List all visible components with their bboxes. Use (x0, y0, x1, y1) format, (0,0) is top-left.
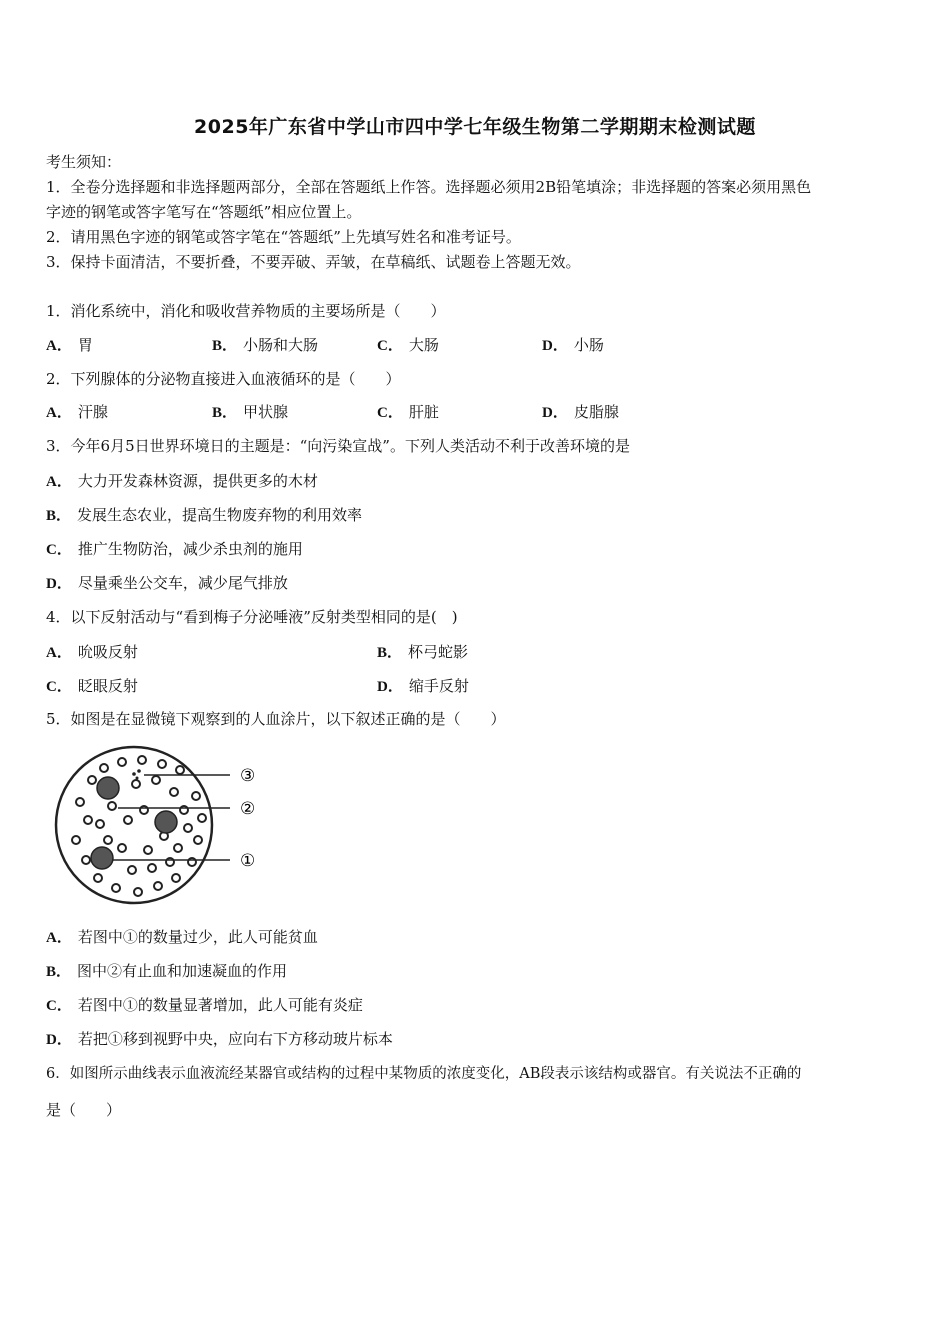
q2-option-b: B． 甲状腺 (212, 403, 289, 421)
q3-option-b: B． 发展生态农业，提高生物废弃物的利用效率 (46, 506, 363, 524)
blood-smear-figure (52, 740, 262, 910)
q3-option-a: A． 大力开发森林资源，提供更多的木材 (46, 472, 318, 490)
label-3: ③ (240, 766, 256, 786)
question-6-stem-cont: 是（ ） (46, 1101, 122, 1119)
notice-heading: 考生须知： (46, 153, 122, 171)
q5-option-d: D． 若把①移到视野中央，应向右下方移动玻片标本 (46, 1030, 393, 1048)
q5-option-c: C． 若图中①的数量显著增加，此人可能有炎症 (46, 996, 363, 1014)
label-1: ① (240, 851, 256, 871)
q1-option-a: A． 胃 (46, 336, 93, 354)
q5-option-a: A． 若图中①的数量过少，此人可能贫血 (46, 928, 318, 946)
notice-item: 1．全卷分选择题和非选择题两部分，全部在答题纸上作答。选择题必须用2B铅笔填涂；非选择题的答案必须用黑色 (46, 178, 812, 196)
question-6-stem: 6．如图所示曲线表示血液流经某器官或结构的过程中某物质的浓度变化，AB段表示该结构或器官。有关说法不正确的 (46, 1066, 802, 1082)
q1-option-b: B． 小肠和大肠 (212, 336, 319, 354)
question-2-stem: 2．下列腺体的分泌物直接进入血液循环的是（ ） (46, 370, 401, 388)
q4-option-d: D． 缩手反射 (377, 677, 469, 695)
label-2: ② (240, 799, 256, 819)
q5-option-b: B． 图中②有止血和加速凝血的作用 (46, 962, 288, 980)
q2-option-a: A． 汗腺 (46, 403, 108, 421)
question-3-stem: 3．今年6月5日世界环境日的主题是：“向污染宣战”。下列人类活动不利于改善环境的是 (46, 437, 630, 455)
q2-option-d: D． 皮脂腺 (542, 403, 619, 421)
question-4-stem: 4．以下反射活动与“看到梅子分泌唾液”反射类型相同的是( ) (46, 608, 458, 626)
notice-item: 3．保持卡面清洁，不要折叠，不要弄破、弄皱，在草稿纸、试题卷上答题无效。 (46, 253, 581, 271)
q2-option-c: C． 肝脏 (377, 403, 439, 421)
question-5-stem: 5．如图是在显微镜下观察到的人血涂片，以下叙述正确的是（ ） (46, 710, 506, 728)
q4-option-a: A． 吮吸反射 (46, 643, 138, 661)
notice-item: 2．请用黑色字迹的钢笔或答字笔在“答题纸”上先填写姓名和准考证号。 (46, 228, 521, 246)
q3-option-c: C． 推广生物防治，减少杀虫剂的施用 (46, 540, 303, 558)
q4-option-b: B． 杯弓蛇影 (377, 643, 469, 661)
page-title: 2025年广东省中学山市四中学七年级生物第二学期期末检测试题 (194, 116, 756, 138)
q1-option-c: C． 大肠 (377, 336, 439, 354)
notice-item: 字迹的钢笔或答字笔写在“答题纸”相应位置上。 (46, 203, 362, 221)
question-1-stem: 1．消化系统中，消化和吸收营养物质的主要场所是（ ） (46, 302, 446, 320)
q4-option-c: C． 眨眼反射 (46, 677, 138, 695)
q1-option-d: D． 小肠 (542, 336, 604, 354)
q3-option-d: D． 尽量乘坐公交车，减少尾气排放 (46, 574, 288, 592)
